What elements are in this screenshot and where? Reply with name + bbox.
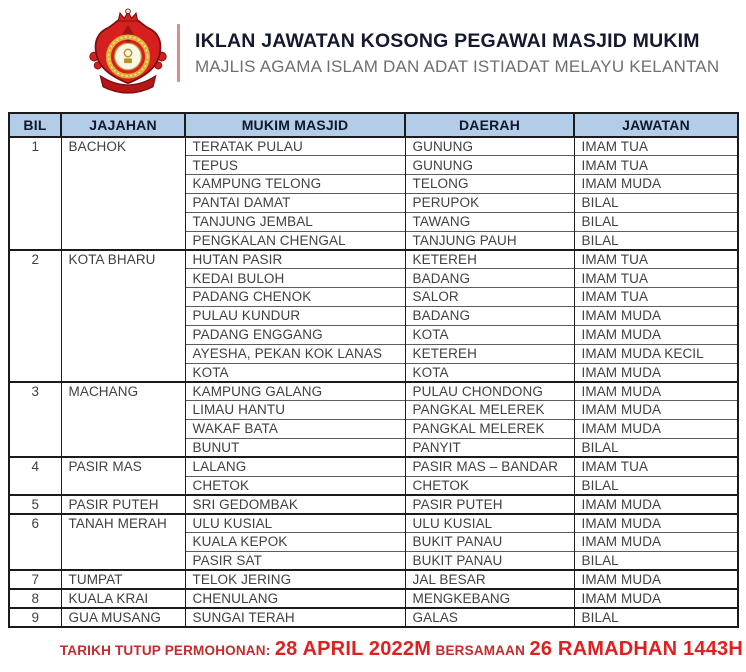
cell-jawatan: IMAM TUA [574, 288, 738, 307]
cell-bil: 4 [9, 457, 61, 495]
closing-date-hijri: 26 RAMADHAN 1443H [529, 638, 743, 660]
col-header-jawatan: JAWATAN [574, 113, 738, 137]
cell-daerah: ULU KUSIAL [405, 514, 574, 533]
cell-daerah: PASIR PUTEH [405, 495, 574, 514]
cell-daerah: BADANG [405, 307, 574, 326]
closing-date [60, 638, 743, 661]
cell-jawatan: IMAM MUDA [574, 325, 738, 344]
cell-daerah: GUNUNG [405, 156, 574, 175]
cell-jajahan: MACHANG [61, 382, 185, 457]
cell-daerah: SALOR [405, 288, 574, 307]
cell-mukim-masjid: SRI GEDOMBAK [185, 495, 405, 514]
table-row [9, 382, 738, 401]
cell-bil: 2 [9, 250, 61, 382]
cell-daerah: MENGKEBANG [405, 589, 574, 608]
cell-mukim-masjid: PASIR SAT [185, 552, 405, 571]
table-row [9, 250, 738, 269]
cell-jajahan: PASIR MAS [61, 457, 185, 495]
table-row [9, 495, 738, 514]
cell-jawatan: IMAM TUA [574, 269, 738, 288]
cell-mukim-masjid: CHENULANG [185, 589, 405, 608]
table-row [9, 589, 738, 608]
closing-date-connector: BERSAMAAN [435, 643, 526, 658]
col-header-bil: BIL [9, 113, 61, 137]
cell-daerah: BUKIT PANAU [405, 552, 574, 571]
col-header-daerah: DAERAH [405, 113, 574, 137]
cell-jawatan: IMAM MUDA [574, 533, 738, 552]
cell-jawatan: IMAM MUDA KECIL [574, 344, 738, 363]
cell-daerah: PERUPOK [405, 194, 574, 213]
table-row [9, 457, 738, 476]
cell-daerah: PANYIT [405, 439, 574, 458]
cell-bil: 8 [9, 589, 61, 608]
cell-jajahan: TANAH MERAH [61, 514, 185, 571]
header-divider [177, 24, 180, 82]
cell-mukim-masjid: PADANG ENGGANG [185, 325, 405, 344]
page-title: IKLAN JAWATAN KOSONG PEGAWAI MASJID MUKIM [195, 29, 700, 52]
cell-jawatan: IMAM TUA [574, 457, 738, 476]
cell-jawatan: IMAM TUA [574, 137, 738, 156]
cell-jawatan: IMAM MUDA [574, 570, 738, 589]
maik-kelantan-crest-icon [88, 8, 168, 98]
cell-bil: 1 [9, 137, 61, 250]
cell-daerah: GUNUNG [405, 137, 574, 156]
cell-mukim-masjid: KUALA KEPOK [185, 533, 405, 552]
cell-jawatan: BILAL [574, 552, 738, 571]
cell-jawatan: IMAM MUDA [574, 589, 738, 608]
cell-daerah: PANGKAL MELEREK [405, 420, 574, 439]
cell-daerah: TAWANG [405, 212, 574, 231]
cell-jawatan: IMAM TUA [574, 156, 738, 175]
cell-jajahan: GUA MUSANG [61, 608, 185, 627]
cell-mukim-masjid: SUNGAI TERAH [185, 608, 405, 627]
cell-jawatan: BILAL [574, 212, 738, 231]
table-header-row [9, 113, 738, 137]
cell-daerah: PASIR MAS – BANDAR [405, 457, 574, 476]
cell-daerah: BUKIT PANAU [405, 533, 574, 552]
cell-jawatan: IMAM MUDA [574, 307, 738, 326]
vacancy-table [8, 112, 739, 628]
col-header-mukim-masjid: MUKIM MASJID [185, 113, 405, 137]
cell-daerah: JAL BESAR [405, 570, 574, 589]
cell-mukim-masjid: ULU KUSIAL [185, 514, 405, 533]
cell-bil: 9 [9, 608, 61, 627]
cell-daerah: CHETOK [405, 476, 574, 495]
cell-daerah: PULAU CHONDONG [405, 382, 574, 401]
cell-mukim-masjid: CHETOK [185, 476, 405, 495]
cell-jawatan: IMAM MUDA [574, 514, 738, 533]
cell-mukim-masjid: BUNUT [185, 439, 405, 458]
cell-jawatan: BILAL [574, 194, 738, 213]
cell-jawatan: BILAL [574, 439, 738, 458]
cell-daerah: KOTA [405, 325, 574, 344]
cell-mukim-masjid: TEPUS [185, 156, 405, 175]
closing-date-label: TARIKH TUTUP PERMOHONAN: [59, 643, 271, 658]
cell-jawatan: IMAM MUDA [574, 382, 738, 401]
cell-mukim-masjid: KEDAI BULOH [185, 269, 405, 288]
cell-bil: 5 [9, 495, 61, 514]
cell-jawatan: IMAM MUDA [574, 363, 738, 382]
cell-mukim-masjid: PULAU KUNDUR [185, 307, 405, 326]
title-block [195, 30, 719, 77]
cell-jajahan: KOTA BHARU [61, 250, 185, 382]
cell-mukim-masjid: TELOK JERING [185, 570, 405, 589]
cell-mukim-masjid: TERATAK PULAU [185, 137, 405, 156]
cell-bil: 7 [9, 570, 61, 589]
cell-mukim-masjid: KAMPUNG TELONG [185, 175, 405, 194]
cell-daerah: KETEREH [405, 344, 574, 363]
cell-mukim-masjid: PANTAI DAMAT [185, 194, 405, 213]
cell-mukim-masjid: LALANG [185, 457, 405, 476]
cell-bil: 6 [9, 514, 61, 571]
cell-daerah: BADANG [405, 269, 574, 288]
cell-jawatan: IMAM MUDA [574, 401, 738, 420]
cell-jajahan: TUMPAT [61, 570, 185, 589]
cell-daerah: KETEREH [405, 250, 574, 269]
cell-jawatan: BILAL [574, 476, 738, 495]
table-row [9, 514, 738, 533]
cell-daerah: TANJUNG PAUH [405, 231, 574, 250]
cell-mukim-masjid: WAKAF BATA [185, 420, 405, 439]
cell-mukim-masjid: TANJUNG JEMBAL [185, 212, 405, 231]
cell-mukim-masjid: PENGKALAN CHENGAL [185, 231, 405, 250]
header [88, 8, 719, 98]
table-row [9, 137, 738, 156]
closing-date-gregorian: 28 APRIL 2022M [274, 638, 432, 660]
cell-mukim-masjid: KOTA [185, 363, 405, 382]
cell-jawatan: IMAM MUDA [574, 420, 738, 439]
cell-jawatan: IMAM MUDA [574, 495, 738, 514]
cell-mukim-masjid: HUTAN PASIR [185, 250, 405, 269]
cell-mukim-masjid: KAMPUNG GALANG [185, 382, 405, 401]
cell-jawatan: BILAL [574, 231, 738, 250]
page-subtitle: MAJLIS AGAMA ISLAM DAN ADAT ISTIADAT MELAYU KELANTAN [195, 56, 720, 76]
cell-daerah: TELONG [405, 175, 574, 194]
cell-mukim-masjid: AYESHA, PEKAN KOK LANAS [185, 344, 405, 363]
cell-jajahan: BACHOK [61, 137, 185, 250]
cell-jawatan: BILAL [574, 608, 738, 627]
cell-bil: 3 [9, 382, 61, 457]
cell-daerah: KOTA [405, 363, 574, 382]
table-row [9, 570, 738, 589]
cell-mukim-masjid: LIMAU HANTU [185, 401, 405, 420]
cell-jajahan: PASIR PUTEH [61, 495, 185, 514]
cell-daerah: GALAS [405, 608, 574, 627]
col-header-jajahan: JAJAHAN [61, 113, 185, 137]
cell-daerah: PANGKAL MELEREK [405, 401, 574, 420]
cell-jawatan: IMAM MUDA [574, 175, 738, 194]
table-row [9, 608, 738, 627]
cell-mukim-masjid: PADANG CHENOK [185, 288, 405, 307]
cell-jajahan: KUALA KRAI [61, 589, 185, 608]
cell-jawatan: IMAM TUA [574, 250, 738, 269]
